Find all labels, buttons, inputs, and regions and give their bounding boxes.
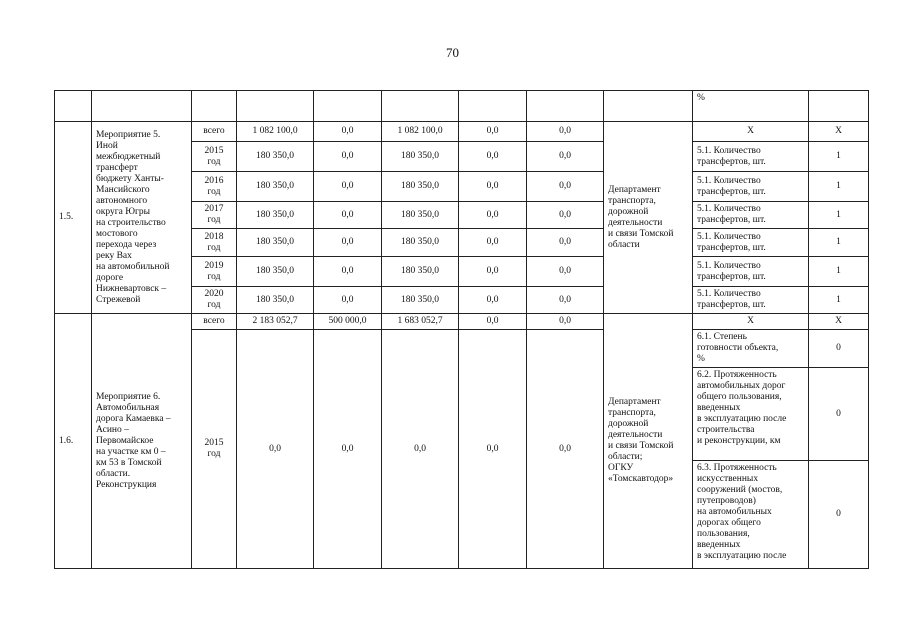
extrabudget-cell: 0,0: [527, 202, 604, 229]
indicator-cell: X: [693, 314, 809, 330]
loc-cell: 0,0: [459, 330, 527, 569]
department-cell: Департамент транспорта, дорожной деятельности и связи Томской области: [604, 122, 693, 314]
extrabudget-cell: 0,0: [527, 122, 604, 142]
extrabudget-cell: 0,0: [527, 229, 604, 257]
target-cell: 1: [809, 142, 869, 172]
regional-cell: 180 350,0: [382, 172, 459, 202]
target-cell: 1: [809, 172, 869, 202]
year-cell: всего: [192, 122, 237, 142]
total-cell: 180 350,0: [237, 229, 314, 257]
regional-cell: 180 350,0: [382, 287, 459, 314]
measure-name: Мероприятие 5. Иной межбюджетный трансферт бюджету Ханты- Мансийского автономного округа Югры на строительство мостового перехода через реку Вах на автомобильной дороге Нижневартовск – Стрежевой: [92, 122, 192, 314]
total-cell: 180 350,0: [237, 257, 314, 287]
target-cell: 0: [809, 330, 869, 368]
cell-empty: [192, 91, 237, 122]
target-cell: 1: [809, 257, 869, 287]
cell-empty: [459, 91, 527, 122]
total-cell: 180 350,0: [237, 142, 314, 172]
continuation-row: [55, 91, 869, 122]
federal-cell: 0,0: [314, 287, 382, 314]
local-cell: 0,0: [459, 142, 527, 172]
cell-empty: [92, 91, 192, 122]
local-cell: 0,0: [459, 287, 527, 314]
reg-cell: 0,0: [382, 330, 459, 569]
target-cell: X: [809, 122, 869, 142]
target-cell: 1: [809, 287, 869, 314]
loc-cell: 0,0: [459, 314, 527, 330]
table-row: [55, 122, 869, 142]
local-cell: 0,0: [459, 257, 527, 287]
cell-empty: [237, 91, 314, 122]
indicator-cell: 6.2. Протяженность автомобильных дорог общего пользования, введенных в эксплуатацию после строительства и реконструкции, км: [693, 368, 809, 461]
total-cell: 180 350,0: [237, 287, 314, 314]
federal-cell: 0,0: [314, 202, 382, 229]
indicator-cell: 5.1. Количество трансфертов, шт.: [693, 172, 809, 202]
regional-cell: 180 350,0: [382, 229, 459, 257]
ext-cell: 0,0: [527, 330, 604, 569]
year-cell: 2016 год: [192, 172, 237, 202]
year-cell: 2015 год: [192, 330, 237, 569]
department-cell: Департамент транспорта, дорожной деятельности и связи Томской области; ОГКУ «Томскавтодор»: [604, 314, 693, 569]
fed-cell: 500 000,0: [314, 314, 382, 330]
row-number: 1.6.: [55, 314, 92, 569]
indicator-cell: 6.3. Протяженность искусственных сооружений (мостов, путепроводов) на автомобильных дорогах общего пользования, введенных в эксплуатацию после: [693, 461, 809, 569]
target-cell: 0: [809, 368, 869, 461]
table-row: [55, 314, 869, 330]
local-cell: 0,0: [459, 202, 527, 229]
indicator-cell: X: [693, 122, 809, 142]
extrabudget-cell: 0,0: [527, 257, 604, 287]
indicator-cell: 5.1. Количество трансфертов, шт.: [693, 229, 809, 257]
total-cell: 1 082 100,0: [237, 122, 314, 142]
measure-name: Мероприятие 6. Автомобильная дорога Камаевка – Асино – Первомайское на участке км 0 – км 53 в Томской области. Реконструкция: [92, 314, 192, 569]
year-cell: всего: [192, 314, 237, 330]
indicator-cell: 5.1. Количество трансфертов, шт.: [693, 287, 809, 314]
indicator-cell: 5.1. Количество трансфертов, шт.: [693, 202, 809, 229]
cell-empty: [314, 91, 382, 122]
extrabudget-cell: 0,0: [527, 172, 604, 202]
year-cell: 2015 год: [192, 142, 237, 172]
year-cell: 2017 год: [192, 202, 237, 229]
indicator-cell: 5.1. Количество трансфертов, шт.: [693, 142, 809, 172]
extrabudget-cell: 0,0: [527, 287, 604, 314]
indicator-cell: 6.1. Степень готовности объекта, %: [693, 330, 809, 368]
total-cell: 2 183 052,7: [237, 314, 314, 330]
cell-empty: [604, 91, 693, 122]
federal-cell: 0,0: [314, 172, 382, 202]
row-number: 1.5.: [55, 122, 92, 314]
target-cell: X: [809, 314, 869, 330]
target-cell: 0: [809, 461, 869, 569]
reg-cell: 1 683 052,7: [382, 314, 459, 330]
local-cell: 0,0: [459, 229, 527, 257]
regional-cell: 180 350,0: [382, 142, 459, 172]
federal-cell: 0,0: [314, 122, 382, 142]
federal-cell: 0,0: [314, 257, 382, 287]
cell-empty: [55, 91, 92, 122]
cell-empty: [527, 91, 604, 122]
federal-cell: 0,0: [314, 142, 382, 172]
target-cell: 1: [809, 229, 869, 257]
year-cell: 2019 год: [192, 257, 237, 287]
cell-empty: [809, 91, 869, 122]
total-cell: 180 350,0: [237, 172, 314, 202]
local-cell: 0,0: [459, 172, 527, 202]
cell-empty: [382, 91, 459, 122]
indicator-cell: 5.1. Количество трансфертов, шт.: [693, 257, 809, 287]
regional-cell: 180 350,0: [382, 202, 459, 229]
local-cell: 0,0: [459, 122, 527, 142]
target-cell: 1: [809, 202, 869, 229]
page-number: 70: [446, 45, 459, 60]
program-table: [54, 90, 869, 569]
year-cell: 2018 год: [192, 229, 237, 257]
fed-cell: 0,0: [314, 330, 382, 569]
extrabudget-cell: 0,0: [527, 142, 604, 172]
regional-cell: 1 082 100,0: [382, 122, 459, 142]
ext-cell: 0,0: [527, 314, 604, 330]
total-cell: 180 350,0: [237, 202, 314, 229]
year-cell: 2020 год: [192, 287, 237, 314]
total-cell: 0,0: [237, 330, 314, 569]
indicator-tail: %: [693, 91, 809, 122]
federal-cell: 0,0: [314, 229, 382, 257]
regional-cell: 180 350,0: [382, 257, 459, 287]
